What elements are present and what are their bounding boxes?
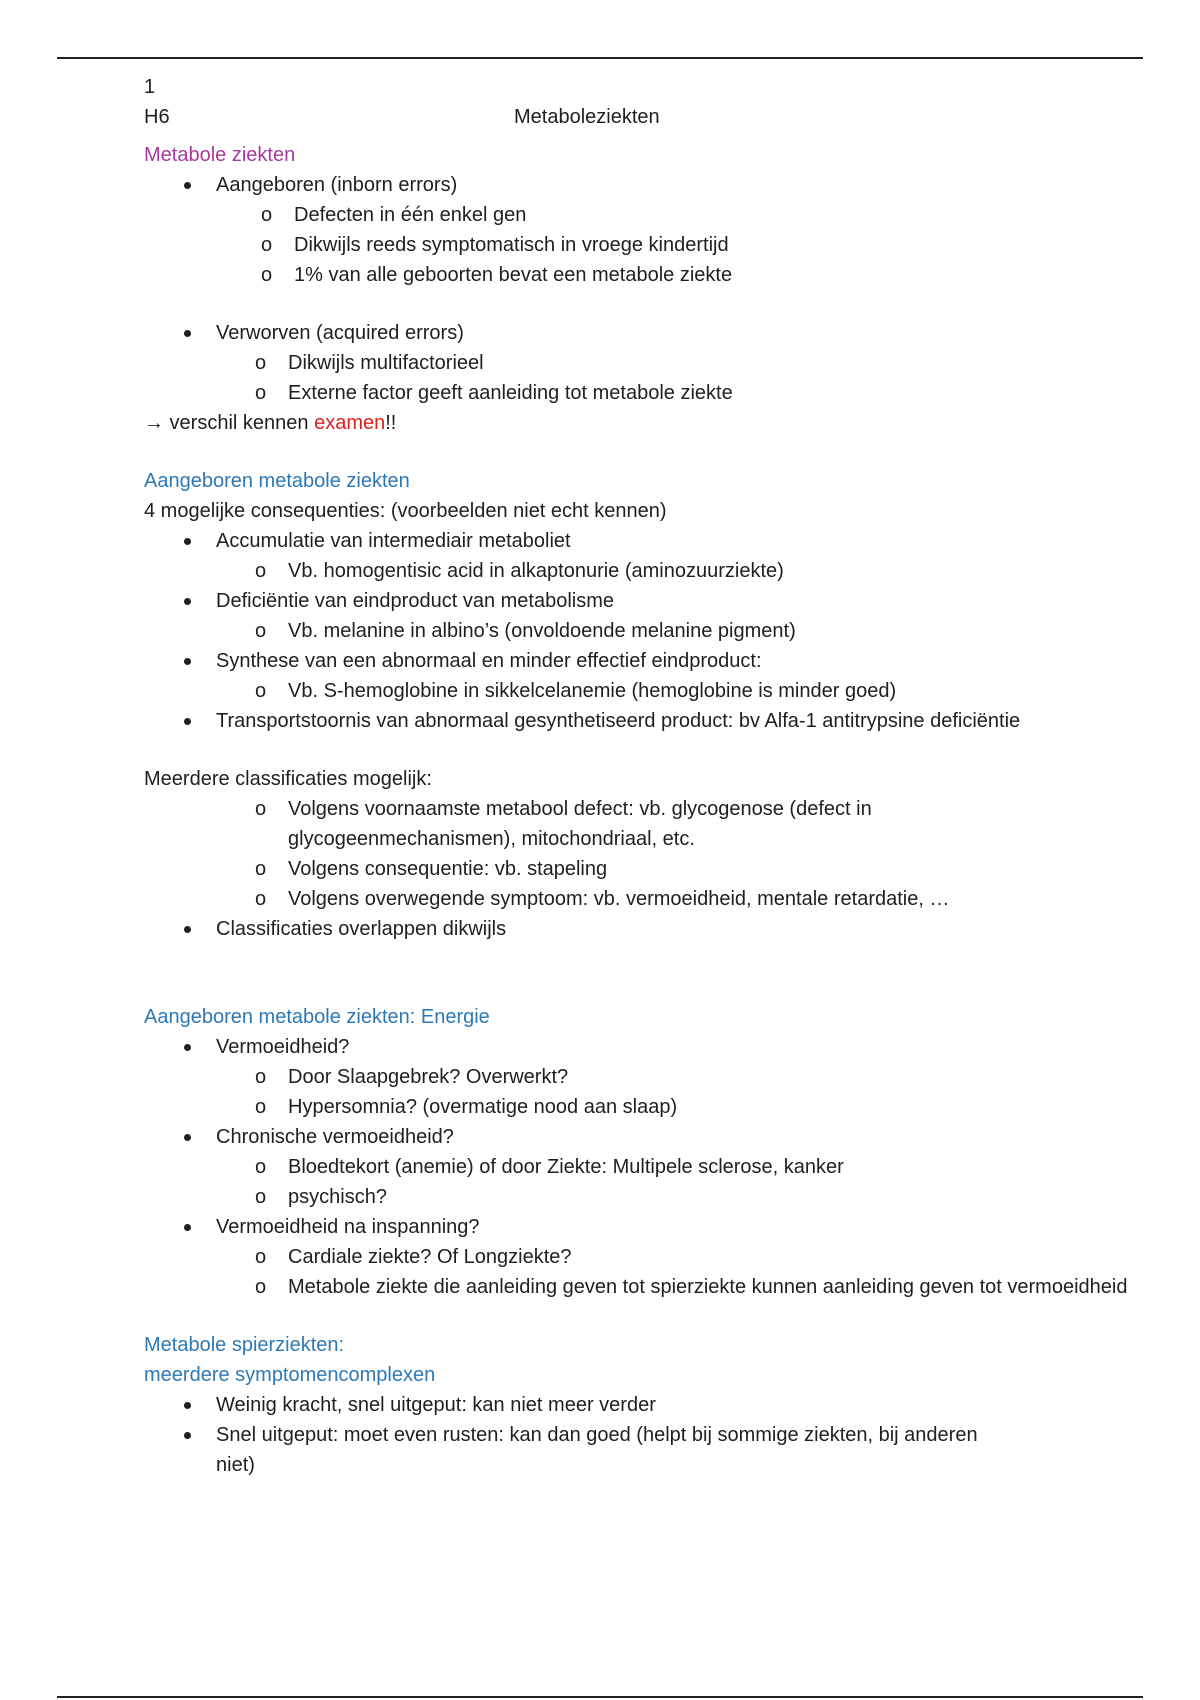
heading-energie: Aangeboren metabole ziekten: Energie — [144, 1006, 490, 1028]
s1-list — [144, 170, 1104, 290]
list-item: Snel uitgeput: moet even rusten: kan dan goed (helpt bij sommige ziekten, bij anderen niet) — [144, 1420, 1016, 1480]
page-title: Metaboleziekten — [514, 106, 660, 128]
list-subitem: o Defecten in één enkel gen — [144, 200, 1104, 230]
list-subitem: o psychisch? — [144, 1182, 1104, 1212]
note-highlight: examen — [314, 412, 386, 434]
s3-list — [144, 1032, 1128, 1302]
list-subitem: o Externe factor geeft aanleiding tot metabole ziekte — [144, 378, 1104, 408]
s2-list — [144, 526, 1104, 736]
list-subitem: o 1% van alle geboorten bevat een metabole ziekte — [144, 260, 1104, 290]
heading-metabole-ziekten: Metabole ziekten — [144, 144, 296, 166]
spacer — [144, 944, 1104, 1002]
list-subitem: o Volgens consequentie: vb. stapeling — [144, 854, 1104, 884]
heading-aangeboren: Aangeboren metabole ziekten — [144, 470, 410, 492]
spacer — [144, 736, 1104, 764]
spacer — [144, 290, 1104, 318]
note-prefix: → verschil kennen — [144, 412, 315, 434]
list-subitem: o Vb. homogentisic acid in alkaptonurie (aminozuurziekte) — [144, 556, 1104, 586]
list-item: Aangeboren (inborn errors) — [144, 170, 1104, 200]
list-item: Vermoeidheid? — [144, 1032, 1104, 1062]
top-rule — [57, 57, 1143, 59]
list-subitem: o Cardiale ziekte? Of Longziekte? — [144, 1242, 1104, 1272]
list-subitem: o Bloedtekort (anemie) of door Ziekte: Multipele sclerose, kanker — [144, 1152, 1104, 1182]
s4-list — [144, 1390, 1104, 1480]
list-subitem: o Dikwijls multifactorieel — [144, 348, 1104, 378]
list-subitem: o Metabole ziekte die aanleiding geven tot spierziekte kunnen aanleiding geven tot vermoeidheid — [144, 1272, 1128, 1302]
list-subitem: o Vb. S-hemoglobine in sikkelcelanemie (hemoglobine is minder goed) — [144, 676, 1104, 706]
list-subitem: o Hypersomnia? (overmatige nood aan slaap) — [144, 1092, 1104, 1122]
classifications-list — [144, 794, 1104, 944]
list-subitem: o Vb. melanine in albino’s (onvoldoende melanine pigment) — [144, 616, 1104, 646]
list-subitem: o Door Slaapgebrek? Overwerkt? — [144, 1062, 1104, 1092]
exam-note — [144, 408, 1104, 438]
list-item: Chronische vermoeidheid? — [144, 1122, 1104, 1152]
subheading-symptomencomplexen: meerdere symptomencomplexen — [144, 1364, 436, 1386]
page-number: 1 — [144, 76, 156, 98]
list-item: Verworven (acquired errors) — [144, 318, 1104, 348]
heading-spierziekten: Metabole spierziekten: — [144, 1334, 345, 1356]
list-item: Classificaties overlappen dikwijls — [144, 914, 1104, 944]
s1-list-2 — [144, 318, 1104, 408]
list-item: Deficiëntie van eindproduct van metabolisme — [144, 586, 1104, 616]
document-page — [144, 72, 1128, 1480]
list-subitem: o Volgens overwegende symptoom: vb. vermoeidheid, mentale retardatie, … — [144, 884, 1104, 914]
list-subitem: o Volgens voornaamste metabool defect: vb. glycogenose (defect in glycogeenmechanismen), mitochondriaal, etc. — [144, 794, 1088, 854]
list-item: Synthese van een abnormaal en minder effectief eindproduct: — [144, 646, 1104, 676]
classifications-intro: Meerdere classificaties mogelijk: — [144, 768, 432, 790]
list-item: Transportstoornis van abnormaal gesynthetiseerd product: bv Alfa-1 antitrypsine deficiëntie — [144, 706, 1036, 736]
list-subitem: o Dikwijls reeds symptomatisch in vroege kindertijd — [144, 230, 1104, 260]
bottom-rule — [57, 1696, 1143, 1698]
page-header — [144, 102, 1104, 132]
list-item: Vermoeidheid na inspanning? — [144, 1212, 1104, 1242]
note-suffix: !! — [385, 412, 397, 434]
list-item: Accumulatie van intermediair metaboliet — [144, 526, 1104, 556]
chapter-label: H6 — [144, 106, 170, 128]
list-item: Weinig kracht, snel uitgeput: kan niet meer verder — [144, 1390, 1104, 1420]
consequences-intro: 4 mogelijke consequenties: (voorbeelden niet echt kennen) — [144, 500, 667, 522]
